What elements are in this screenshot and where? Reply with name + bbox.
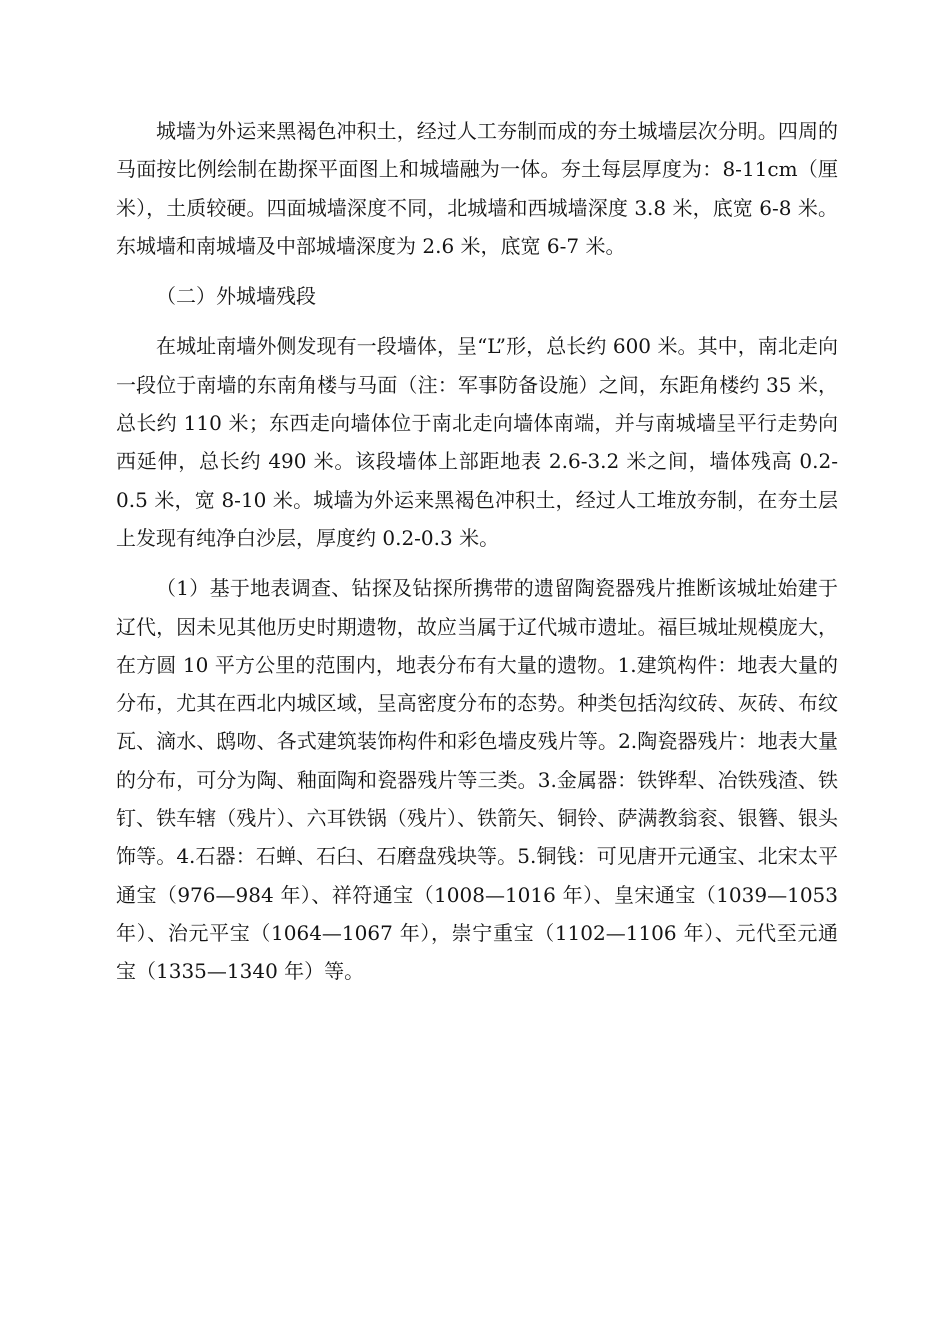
paragraph-dating-and-relics: （1）基于地表调查、钻探及钻探所携带的遗留陶瓷器残片推断该城址始建于辽代，因未见其他历史时期遗物，故应当属于辽代城市遗址。福巨城址规模庞大，在方圆 10 平方公里的范围内，地表分布有大量的遗物。1.建筑构件：地表大量的分布，尤其在西北内城区域，呈高密度分布的态势。种类包括沟纹砖、灰砖、布纹瓦、滴水、鸱吻、各式建筑装饰构件和彩色墙皮残片等。2.陶瓷器残片：地表大量的分布，可分为陶、釉面陶和瓷器残片等三类。3.金属器：铁铧犁、冶铁残渣、铁钉、铁车辖（残片）、六耳铁锅（残片）、铁箭矢、铜铃、萨满教翁衮、银簪、银头饰等。4.石器：石蝉、石臼、石磨盘残块等。5.铜钱：可见唐开元通宝、北宋太平通宝（976—984 年）、祥符通宝（1008—1016 年）、皇宋通宝（1039—1053 年）、治元平宝（1064—1067 年），崇宁重宝（1102—1106 年）、元代至元通宝（1335—1340 年）等。 <box>116 576 838 984</box>
document-body <box>116 112 838 991</box>
paragraph-inner-wall: 城墙为外运来黑褐色冲积土，经过人工夯制而成的夯土城墙层次分明。四周的马面按比例绘制在勘探平面图上和城墙融为一体。夯土每层厚度为：8-11cm（厘米），土质较硬。四面城墙深度不同，北城墙和西城墙深度 3.8 米，底宽 6-8 米。东城墙和南城墙及中部城墙深度为 2.6 米，底宽 6-7 米。 <box>116 119 838 258</box>
section-heading-outer-wall: （二）外城墙残段 <box>156 284 316 309</box>
paragraph-outer-wall: 在城址南墙外侧发现有一段墙体，呈“L”形，总长约 600 米。其中，南北走向一段位于南墙的东南角楼与马面（注：军事防备设施）之间，东距角楼约 35 米，总长约 110 米；东西走向墙体位于南北走向墙体南端，并与南城墙呈平行走势向西延伸，总长约 490 米。该段墙体上部距地表 2.6-3.2 米之间，墙体残高 0.2-0.5 米，宽 8-10 米。城墙为外运来黑褐色冲积土，经过人工堆放夯制，在夯土层上发现有纯净白沙层，厚度约 0.2-0.3 米。 <box>116 334 838 550</box>
